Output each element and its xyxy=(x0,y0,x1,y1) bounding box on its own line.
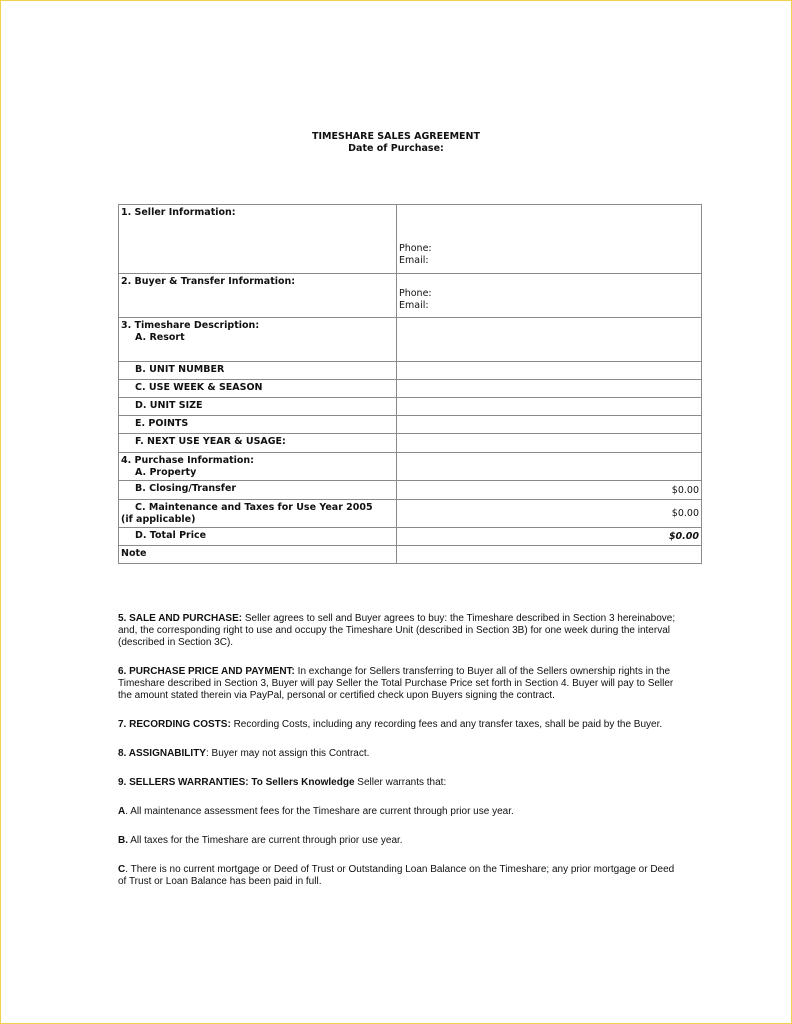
document-title: TIMESHARE SALES AGREEMENT xyxy=(312,131,480,142)
clause-7-heading: 7. RECORDING COSTS: xyxy=(118,719,231,730)
timeshare-description-label: 3. Timeshare Description: xyxy=(121,320,260,331)
seller-phone-label: Phone: xyxy=(399,243,432,254)
warranty-c xyxy=(118,864,678,888)
closing-row xyxy=(119,481,702,500)
buyer-phone-label: Phone: xyxy=(399,288,432,299)
note-cell[interactable] xyxy=(397,546,702,564)
next-use-row xyxy=(119,434,702,453)
agreement-table xyxy=(118,204,702,564)
document-header xyxy=(1,131,791,155)
clause-6-text: In exchange for Sellers transferring to Buyer all of the Sellers ownership rights in the Timeshare described in Section 3, Buyer will pay Seller the Total Purchase Price set forth in Section 4. Buyer will pay to Seller the amount stated therein via PayPal, personal or certified check upon Buyers signing the contract. xyxy=(118,666,674,701)
unit-number-cell[interactable] xyxy=(397,362,702,380)
total-price-label: D. Total Price xyxy=(135,530,207,541)
clause-9-heading: 9. SELLERS WARRANTIES: To Sellers Knowledge xyxy=(118,777,355,788)
clause-8-heading: 8. ASSIGNABILITY xyxy=(118,748,206,759)
unit-number-label: B. UNIT NUMBER xyxy=(135,364,225,375)
warranty-a xyxy=(118,806,678,818)
property-label: A. Property xyxy=(135,467,197,478)
clause-6-heading: 6. PURCHASE PRICE AND PAYMENT: xyxy=(118,666,295,677)
resort-label: A. Resort xyxy=(135,332,185,343)
maintenance-row xyxy=(119,500,702,528)
warranty-b-text: All taxes for the Timeshare are current through prior use year. xyxy=(128,835,403,846)
maintenance-cell xyxy=(119,500,397,528)
clause-7-text: Recording Costs, including any recording fees and any transfer taxes, shall be paid by the Buyer. xyxy=(230,719,663,730)
purchase-row xyxy=(119,453,702,481)
purchase-information-label: 4. Purchase Information: xyxy=(121,455,254,466)
buyer-info-cell[interactable] xyxy=(397,274,702,318)
total-row xyxy=(119,528,702,546)
points-cell[interactable] xyxy=(397,416,702,434)
clause-9 xyxy=(118,777,678,789)
note-label: Note xyxy=(119,546,397,564)
buyer-row xyxy=(119,274,702,318)
date-of-purchase-label: Date of Purchase: xyxy=(348,143,444,154)
clause-8-text: : Buyer may not assign this Contract. xyxy=(205,748,370,759)
note-row xyxy=(119,546,702,564)
unit-size-row xyxy=(119,398,702,416)
seller-email-label: Email: xyxy=(399,255,429,266)
unit-size-label: D. UNIT SIZE xyxy=(135,400,203,411)
points-row xyxy=(119,416,702,434)
maintenance-label-note: (if applicable) xyxy=(121,514,196,525)
unit-size-cell[interactable] xyxy=(397,398,702,416)
agreement-clauses xyxy=(118,613,678,905)
clause-5 xyxy=(118,613,678,649)
warranty-a-text: . All maintenance assessment fees for the Timeshare are current through prior use year. xyxy=(125,806,514,817)
closing-label: B. Closing/Transfer xyxy=(135,483,237,494)
maintenance-value: $0.00 xyxy=(397,500,702,528)
closing-value: $0.00 xyxy=(397,481,702,500)
warranty-c-heading: C xyxy=(118,864,126,875)
timeshare-row xyxy=(119,318,702,362)
warranty-c-text: . There is no current mortgage or Deed of Trust or Outstanding Loan Balance on the Timeshare; any prior mortgage or Deed of Trust or Loan Balance has been paid in full. xyxy=(118,864,675,887)
warranty-b-heading: B. xyxy=(118,835,128,846)
buyer-email-label: Email: xyxy=(399,300,429,311)
maintenance-label: C. Maintenance and Taxes for Use Year 2005 xyxy=(135,502,373,513)
next-use-label: F. NEXT USE YEAR & USAGE: xyxy=(135,436,286,447)
seller-info-label: 1. Seller Information: xyxy=(119,205,397,274)
seller-info-cell[interactable] xyxy=(397,205,702,274)
clause-8 xyxy=(118,748,678,760)
clause-9-text: Seller warrants that: xyxy=(354,777,447,788)
total-price-value: $0.00 xyxy=(397,528,702,546)
unit-number-row xyxy=(119,362,702,380)
buyer-info-label: 2. Buyer & Transfer Information: xyxy=(119,274,397,318)
seller-row xyxy=(119,205,702,274)
warranty-a-heading: A xyxy=(118,806,126,817)
warranty-b xyxy=(118,835,678,847)
purchase-information-cell xyxy=(119,453,397,481)
property-value-cell[interactable] xyxy=(397,453,702,481)
clause-5-text: Seller agrees to sell and Buyer agrees to buy: the Timeshare described in Section 3 hereinabove; and, the corresponding right to use and occupy the Timeshare Unit (described in Section 3B) for one week during the interval (described in Section 3C). xyxy=(118,613,676,648)
clause-6 xyxy=(118,666,678,702)
next-use-cell[interactable] xyxy=(397,434,702,453)
use-week-label: C. USE WEEK & SEASON xyxy=(135,382,263,393)
resort-value-cell[interactable] xyxy=(397,318,702,362)
points-label: E. POINTS xyxy=(135,418,189,429)
clause-5-heading: 5. SALE AND PURCHASE: xyxy=(118,613,243,624)
use-week-cell[interactable] xyxy=(397,380,702,398)
clause-7 xyxy=(118,719,678,731)
timeshare-description-cell xyxy=(119,318,397,362)
use-week-row xyxy=(119,380,702,398)
